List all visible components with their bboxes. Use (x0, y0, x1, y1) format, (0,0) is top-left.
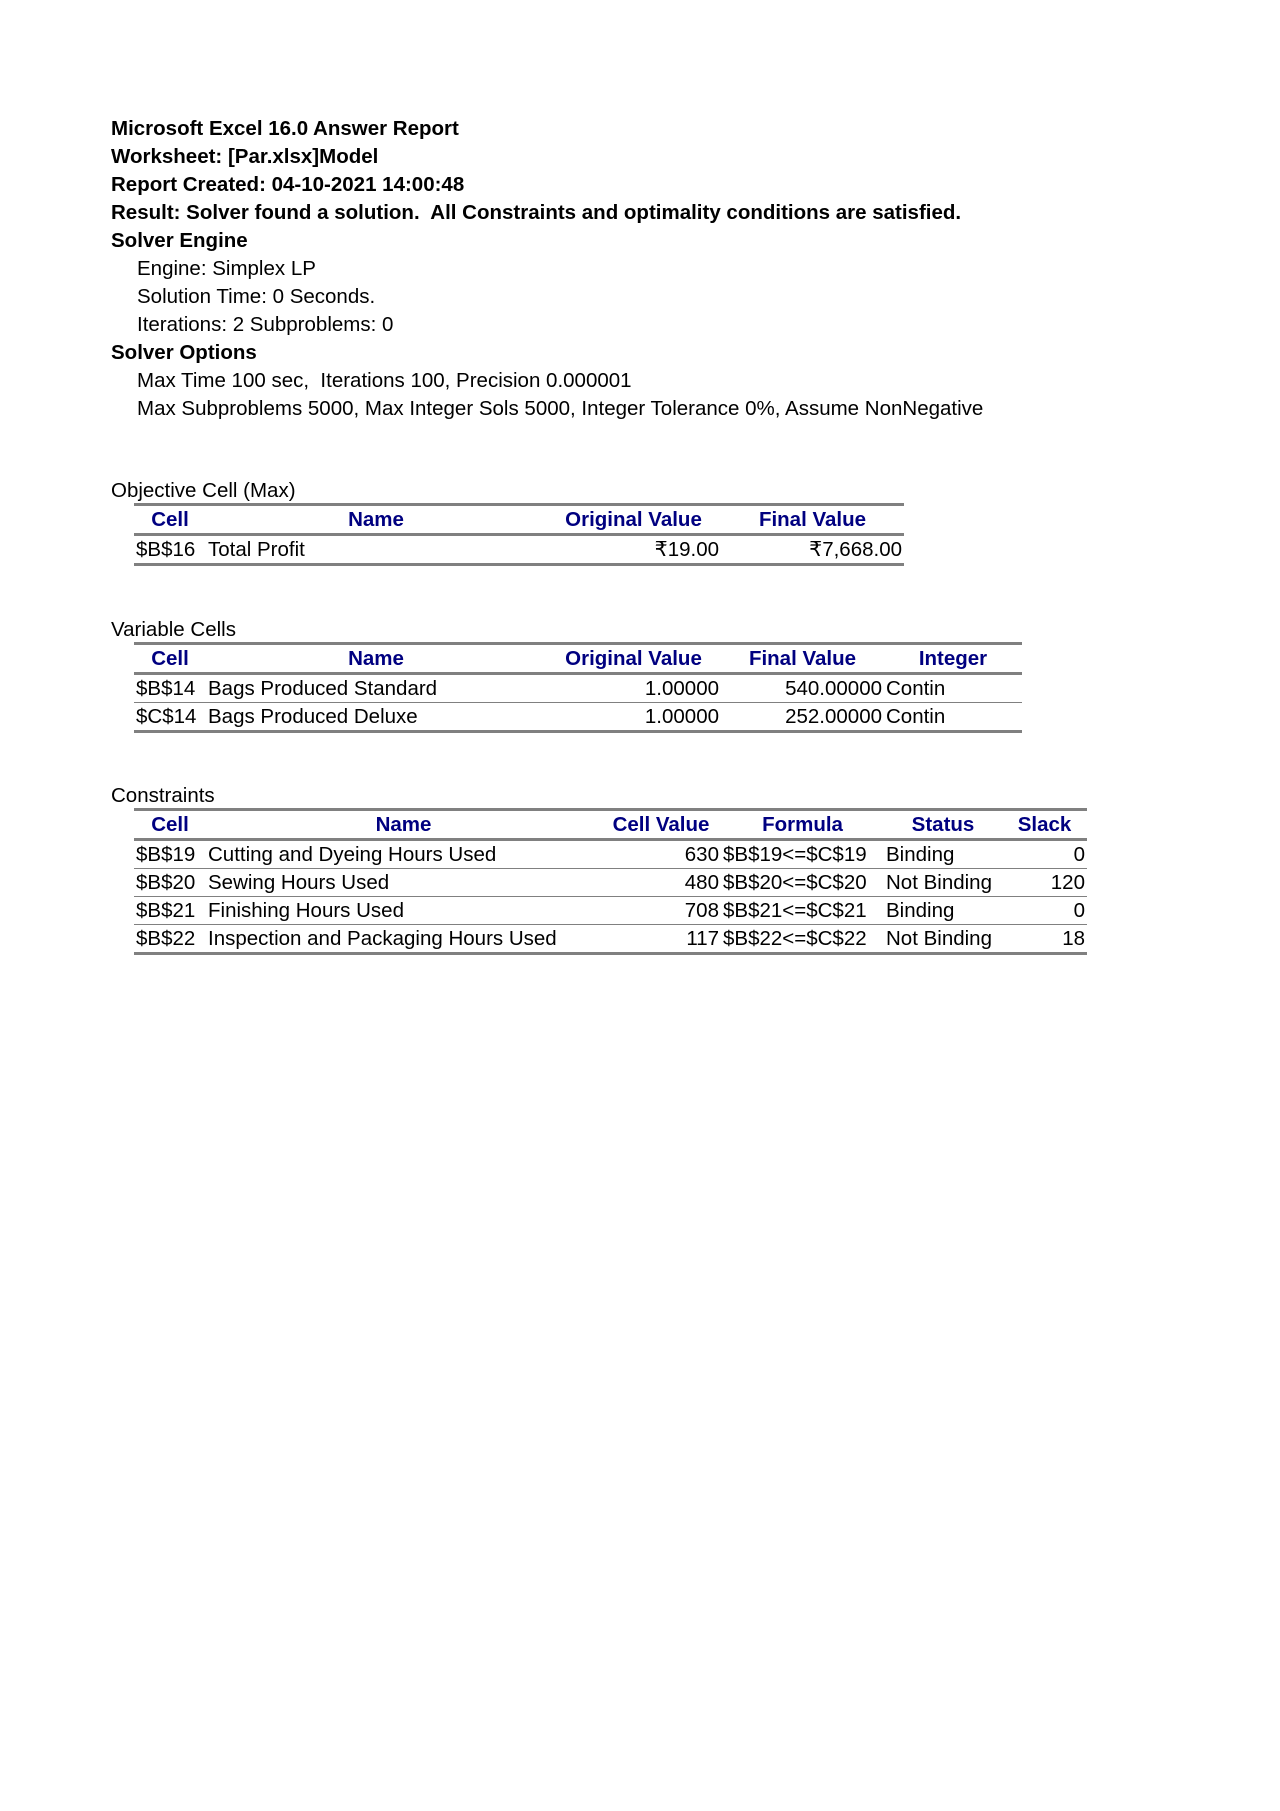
result-line: Result: Solver found a solution. All Constraints and optimality conditions are satisfied. (111, 201, 962, 224)
original-value: 1.00000 (546, 703, 721, 732)
column-header-slack: Slack (1002, 810, 1087, 840)
cell-name: Finishing Hours Used (206, 897, 601, 925)
cell-ref: $B$16 (134, 535, 206, 565)
table-header-row (134, 505, 904, 535)
column-header-name: Name (206, 644, 546, 674)
column-header-status: Status (884, 810, 1002, 840)
options-line-1: Max Time 100 sec, Iterations 100, Precision 0.000001 (137, 369, 632, 392)
cell-ref: $B$21 (134, 897, 206, 925)
column-header-name: Name (206, 505, 546, 535)
objective-table (134, 503, 904, 566)
formula: $B$19<=$C$19 (721, 840, 884, 869)
table-row (134, 897, 1087, 925)
cell-name: Total Profit (206, 535, 546, 565)
column-header-formula: Formula (721, 810, 884, 840)
solver-engine-heading: Solver Engine (111, 229, 248, 252)
column-header-original-value: Original Value (546, 505, 721, 535)
column-header-original-value: Original Value (546, 644, 721, 674)
cell-name: Bags Produced Standard (206, 674, 546, 703)
solution-time-line: Solution Time: 0 Seconds. (137, 285, 376, 308)
table-header-row (134, 810, 1087, 840)
integer-value: Contin (884, 674, 1022, 703)
constraints-table (134, 808, 1087, 955)
column-header-integer: Integer (884, 644, 1022, 674)
table-row (134, 535, 904, 565)
column-header-final-value: Final Value (721, 505, 904, 535)
report-title: Microsoft Excel 16.0 Answer Report (111, 117, 459, 140)
cell-value: 117 (601, 925, 721, 954)
table-row (134, 925, 1087, 954)
table-row (134, 840, 1087, 869)
table-row (134, 869, 1087, 897)
cell-ref: $B$22 (134, 925, 206, 954)
formula: $B$21<=$C$21 (721, 897, 884, 925)
slack: 0 (1002, 897, 1087, 925)
cell-value: 630 (601, 840, 721, 869)
status: Not Binding (884, 925, 1002, 954)
cell-ref: $B$14 (134, 674, 206, 703)
cell-value: 708 (601, 897, 721, 925)
cell-ref: $B$20 (134, 869, 206, 897)
cell-ref: $B$19 (134, 840, 206, 869)
formula: $B$22<=$C$22 (721, 925, 884, 954)
status: Not Binding (884, 869, 1002, 897)
cell-name: Sewing Hours Used (206, 869, 601, 897)
variable-cells-table (134, 642, 1022, 733)
report-header (111, 115, 1211, 423)
engine-line: Engine: Simplex LP (137, 257, 316, 280)
constraints-section-title: Constraints (111, 784, 215, 807)
original-value: 1.00000 (546, 674, 721, 703)
table-row (134, 674, 1022, 703)
final-value: 252.00000 (721, 703, 884, 732)
objective-section-title: Objective Cell (Max) (111, 479, 296, 502)
options-line-2: Max Subproblems 5000, Max Integer Sols 5000, Integer Tolerance 0%, Assume NonNegative (137, 397, 984, 420)
iterations-line: Iterations: 2 Subproblems: 0 (137, 313, 394, 336)
worksheet-line: Worksheet: [Par.xlsx]Model (111, 145, 379, 168)
integer-value: Contin (884, 703, 1022, 732)
table-row (134, 703, 1022, 732)
variable-section-title: Variable Cells (111, 618, 236, 641)
cell-name: Bags Produced Deluxe (206, 703, 546, 732)
column-header-cell: Cell (134, 810, 206, 840)
final-value: 540.00000 (721, 674, 884, 703)
solver-options-heading: Solver Options (111, 341, 257, 364)
slack: 0 (1002, 840, 1087, 869)
formula: $B$20<=$C$20 (721, 869, 884, 897)
table-header-row (134, 644, 1022, 674)
cell-value: 480 (601, 869, 721, 897)
column-header-final-value: Final Value (721, 644, 884, 674)
column-header-name: Name (206, 810, 601, 840)
cell-ref: $C$14 (134, 703, 206, 732)
report-created-line: Report Created: 04-10-2021 14:00:48 (111, 173, 465, 196)
original-value: ₹19.00 (546, 535, 721, 565)
cell-name: Cutting and Dyeing Hours Used (206, 840, 601, 869)
status: Binding (884, 840, 1002, 869)
column-header-cell-value: Cell Value (601, 810, 721, 840)
slack: 120 (1002, 869, 1087, 897)
status: Binding (884, 897, 1002, 925)
slack: 18 (1002, 925, 1087, 954)
column-header-cell: Cell (134, 505, 206, 535)
column-header-cell: Cell (134, 644, 206, 674)
cell-name: Inspection and Packaging Hours Used (206, 925, 601, 954)
final-value: ₹7,668.00 (721, 535, 904, 565)
